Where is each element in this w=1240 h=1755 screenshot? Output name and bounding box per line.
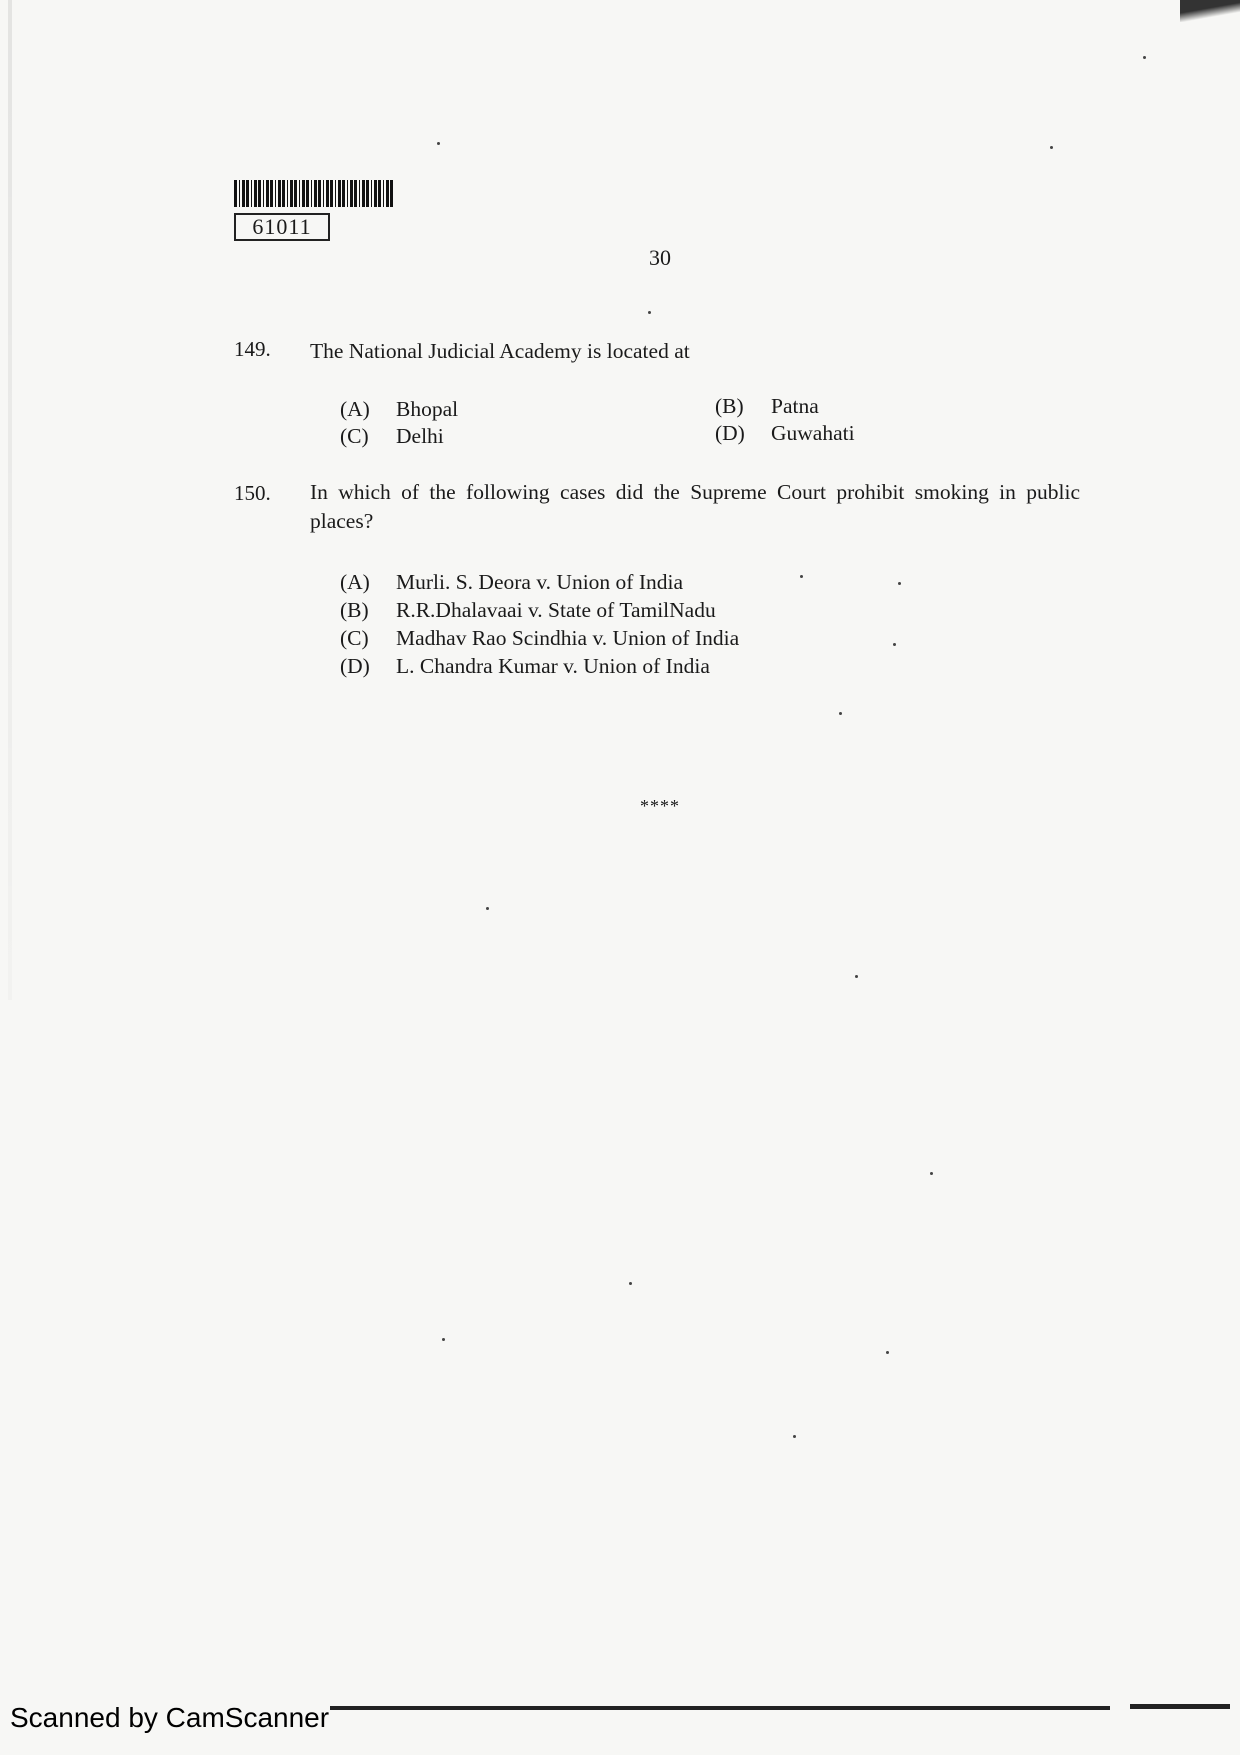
scan-speck	[437, 142, 440, 145]
page-number: 30	[649, 245, 671, 270]
question-text: The National Judicial Academy is located at	[310, 339, 690, 363]
option-d	[715, 421, 855, 446]
scan-speck	[893, 643, 896, 646]
option-letter: (B)	[340, 598, 369, 622]
scan-speck	[855, 975, 858, 978]
option-letter: (D)	[715, 421, 745, 445]
option-letter: (A)	[340, 397, 370, 421]
option-text: R.R.Dhalavaai v. State of TamilNadu	[396, 598, 716, 622]
scan-speck	[629, 1282, 632, 1285]
scan-speck	[886, 1351, 889, 1354]
option-c	[340, 424, 444, 449]
option-text: Bhopal	[396, 397, 459, 421]
scan-speck	[1143, 56, 1146, 59]
bottom-rule	[1130, 1704, 1230, 1709]
end-marker: ****	[640, 796, 680, 816]
option-text: Delhi	[396, 424, 444, 448]
scan-speck	[930, 1172, 933, 1175]
question-number: 150.	[234, 481, 271, 505]
option-text: Guwahati	[771, 421, 855, 445]
scan-speck	[793, 1435, 796, 1438]
option-letter: (B)	[715, 394, 744, 418]
option-letter: (C)	[340, 626, 369, 650]
scanner-watermark: Scanned by CamScanner	[10, 1702, 330, 1733]
option-c	[340, 626, 739, 651]
option-b	[715, 394, 819, 419]
option-text: Madhav Rao Scindhia v. Union of India	[396, 626, 740, 650]
scan-speck	[648, 311, 651, 314]
question-number: 149.	[234, 337, 271, 361]
question-text: In which of the following cases did the Supreme Court prohibit smoking in public places?	[310, 480, 1080, 533]
option-text: Murli. S. Deora v. Union of India	[396, 570, 684, 594]
scan-speck	[442, 1338, 445, 1341]
option-d	[340, 654, 710, 679]
paper-code-box: 61011	[234, 213, 330, 241]
scan-speck	[898, 582, 901, 585]
option-text: L. Chandra Kumar v. Union of India	[396, 654, 710, 678]
scan-speck	[839, 712, 842, 715]
option-a	[340, 397, 458, 422]
option-text: Patna	[771, 394, 819, 418]
barcode-image	[234, 180, 394, 207]
option-letter: (D)	[340, 654, 370, 678]
bottom-rule	[330, 1706, 1110, 1710]
option-b	[340, 598, 716, 623]
option-letter: (C)	[340, 424, 369, 448]
option-a	[340, 570, 683, 595]
scan-speck	[1050, 146, 1053, 149]
option-letter: (A)	[340, 570, 370, 594]
page-edge-shadow	[8, 0, 12, 1000]
corner-shadow	[1180, 0, 1240, 22]
scan-speck	[800, 575, 803, 578]
scan-speck	[486, 907, 489, 910]
